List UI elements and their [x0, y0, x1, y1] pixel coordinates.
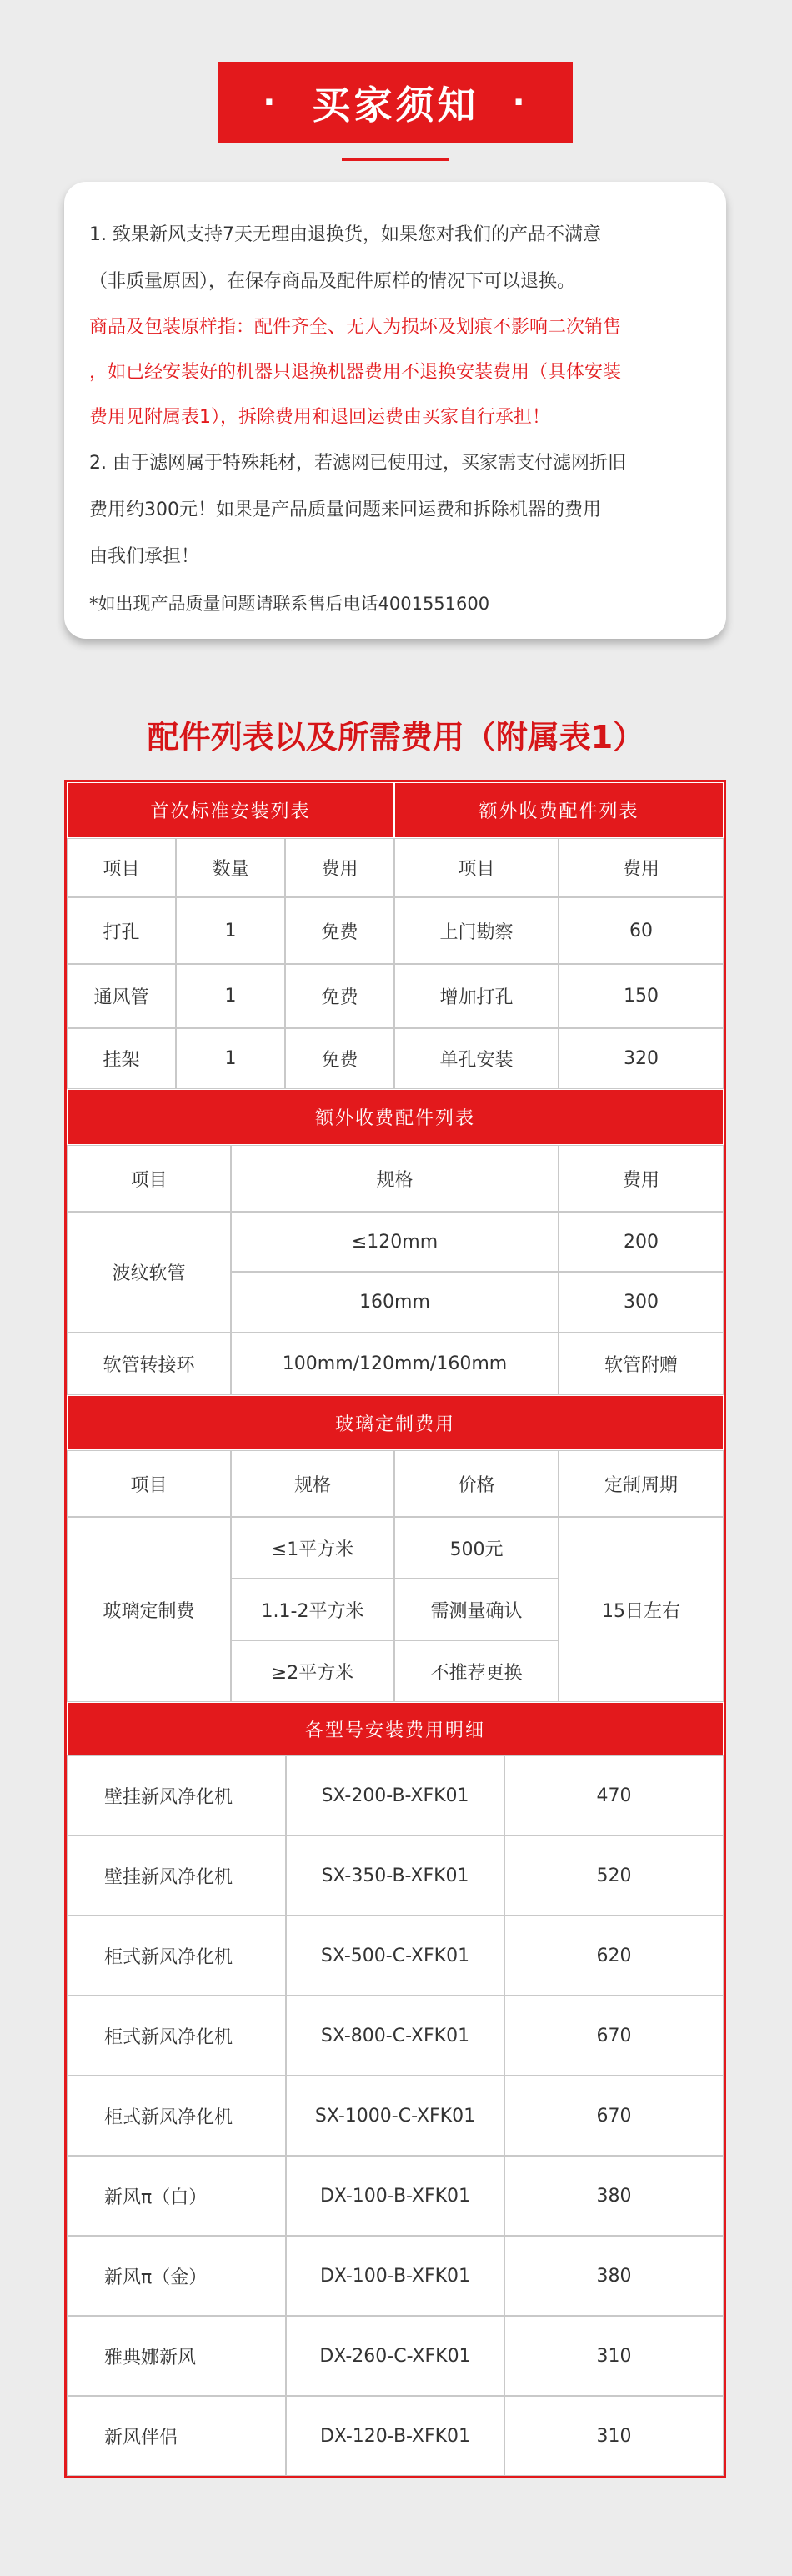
table-header: 首次标准安装列表	[67, 782, 394, 838]
column-header: 规格	[231, 1145, 559, 1212]
column-header: 定制周期	[559, 1450, 724, 1517]
notice-line-red: 商品及包装原样指：配件齐全、无人为损坏及划痕不影响二次销售	[89, 317, 622, 338]
column-header: 项目	[67, 838, 176, 897]
table-cell: DX-120-B-XFK01	[286, 2396, 504, 2476]
table-cell: 挂架	[67, 1028, 176, 1089]
table-cell: 670	[504, 2076, 724, 2156]
table-cell: 增加打孔	[394, 964, 559, 1028]
table-cell: 软管转接环	[67, 1333, 231, 1395]
column-header: 项目	[67, 1450, 231, 1517]
table-cell: 上门勘察	[394, 897, 559, 964]
table-cell: SX-200-B-XFK01	[286, 1755, 504, 1835]
table-cell: DX-260-C-XFK01	[286, 2316, 504, 2396]
table-header: 额外收费配件列表	[67, 1089, 724, 1145]
table-cell: 新风π（金）	[67, 2236, 286, 2316]
table-cell: 200	[559, 1212, 724, 1272]
column-header: 规格	[231, 1450, 394, 1517]
table-cell: 柜式新风净化机	[67, 1916, 286, 1996]
table-cell: 壁挂新风净化机	[67, 1755, 286, 1835]
column-header: 费用	[285, 838, 394, 897]
banner-dot-left: ·	[263, 83, 279, 122]
table-cell: 柜式新风净化机	[67, 1996, 286, 2076]
table-cell: 310	[504, 2396, 724, 2476]
notice-line-red: 费用见附属表1），拆除费用和退回运费由买家自行承担！	[89, 407, 550, 428]
table-cell: 320	[559, 1028, 724, 1089]
notice-line: 由我们承担！	[89, 546, 200, 567]
table-cell: DX-100-B-XFK01	[286, 2156, 504, 2236]
extra-parts-table	[67, 1089, 724, 1395]
table-cell: 150	[559, 964, 724, 1028]
table-cell: 500元	[394, 1517, 559, 1579]
model-install-fee-table	[67, 1702, 724, 2476]
table-cell: 160mm	[231, 1272, 559, 1333]
table-cell: 470	[504, 1755, 724, 1835]
column-header: 费用	[559, 838, 724, 897]
table-cell: 15日左右	[559, 1517, 724, 1702]
notice-line-red: ，如已经安装好的机器只退换机器费用不退换安装费用（具体安装	[89, 362, 622, 383]
table-cell: 1	[176, 897, 285, 964]
table-cell: 打孔	[67, 897, 176, 964]
table-cell: 柜式新风净化机	[67, 2076, 286, 2156]
table-cell: 300	[559, 1272, 724, 1333]
column-header: 费用	[559, 1145, 724, 1212]
table-cell: 新风伴侣	[67, 2396, 286, 2476]
table-cell: 玻璃定制费	[67, 1517, 231, 1702]
table-header: 额外收费配件列表	[394, 782, 724, 838]
table-cell: 需测量确认	[394, 1579, 559, 1640]
column-header: 价格	[394, 1450, 559, 1517]
banner-dot-right: ·	[512, 83, 529, 122]
table-cell: 免费	[285, 964, 394, 1028]
table-cell: 380	[504, 2156, 724, 2236]
notice-card	[64, 182, 726, 639]
table-cell: 软管附赠	[559, 1333, 724, 1395]
column-header: 项目	[67, 1145, 231, 1212]
table-cell: SX-500-C-XFK01	[286, 1916, 504, 1996]
table-cell: ≤1平方米	[231, 1517, 394, 1579]
table-cell: 雅典娜新风	[67, 2316, 286, 2396]
table-cell: SX-800-C-XFK01	[286, 1996, 504, 2076]
notice-hotline: *如出现产品质量问题请联系售后电话4001551600	[89, 594, 490, 614]
notice-line: （非质量原因），在保存商品及配件原样的情况下可以退换。	[89, 271, 576, 292]
table-cell: 60	[559, 897, 724, 964]
table-cell: DX-100-B-XFK01	[286, 2236, 504, 2316]
table-cell: 520	[504, 1835, 724, 1916]
table-cell: 670	[504, 1996, 724, 2076]
table-cell: 100mm/120mm/160mm	[231, 1333, 559, 1395]
banner-title: 买家须知	[312, 83, 479, 128]
table-cell: SX-350-B-XFK01	[286, 1835, 504, 1916]
table-cell: 1.1-2平方米	[231, 1579, 394, 1640]
column-header: 数量	[176, 838, 285, 897]
table-cell: 壁挂新风净化机	[67, 1835, 286, 1916]
column-header: 项目	[394, 838, 559, 897]
notice-line: 费用约300元！如果是产品质量问题来回运费和拆除机器的费用	[89, 500, 601, 520]
table-cell: ≥2平方米	[231, 1640, 394, 1702]
table-cell: 通风管	[67, 964, 176, 1028]
table-cell: 620	[504, 1916, 724, 1996]
section-title: 配件列表以及所需费用（附属表1）	[147, 719, 645, 756]
table-cell: 波纹软管	[67, 1212, 231, 1333]
notice-line: 1. 致果新风支持7天无理由退换货，如果您对我们的产品不满意	[89, 224, 601, 245]
notice-line: 2. 由于滤网属于特殊耗材，若滤网已使用过，买家需支付滤网折旧	[89, 453, 626, 474]
table-header: 玻璃定制费用	[67, 1395, 724, 1450]
table-cell: 380	[504, 2236, 724, 2316]
table-cell: 单孔安装	[394, 1028, 559, 1089]
table-cell: 1	[176, 1028, 285, 1089]
table-cell: 1	[176, 964, 285, 1028]
table-cell: 新风π（白）	[67, 2156, 286, 2236]
table-header: 各型号安装费用明细	[67, 1702, 724, 1755]
table-cell: 免费	[285, 1028, 394, 1089]
standard-install-table	[67, 782, 724, 1089]
fee-table	[64, 780, 726, 2478]
table-cell: SX-1000-C-XFK01	[286, 2076, 504, 2156]
glass-custom-table	[67, 1395, 724, 1702]
table-cell: 310	[504, 2316, 724, 2396]
page-banner	[218, 62, 573, 143]
table-cell: 免费	[285, 897, 394, 964]
table-cell: 不推荐更换	[394, 1640, 559, 1702]
table-cell: ≤120mm	[231, 1212, 559, 1272]
banner-underline	[342, 158, 449, 161]
